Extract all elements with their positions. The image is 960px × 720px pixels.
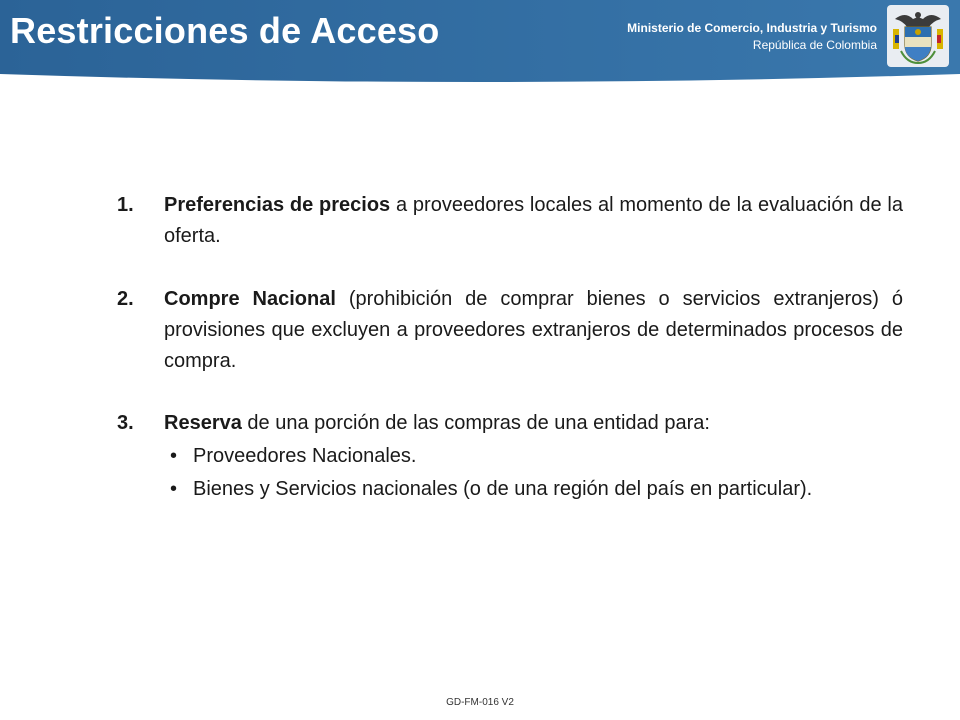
item-text: de una porción de las compras de una entidad para: [241,412,710,434]
content-list [117,190,903,505]
item-number: 2. [117,288,134,310]
ministry-block [627,20,877,54]
item-number: 1. [117,194,134,216]
bullet-item [117,474,903,505]
item-text: (prohibición de comprar bienes o servicios extranjeros) ó provisiones que excluyen a proveedores extranjeros de determinados procesos de compra. [164,288,903,372]
list-item [117,408,903,439]
page-title: Restricciones de Acceso [10,10,440,51]
item-text: a proveedores locales al momento de la evaluación de la oferta. [164,194,903,247]
footer-code: GD-FM-016 V2 [446,697,514,708]
bullet-icon: • [170,478,178,500]
item-number: 3. [117,412,134,434]
colombia-coat-of-arms-icon [887,5,949,67]
country-name: República de Colombia [752,38,877,52]
item-bold-text: Compre Nacional [164,288,336,310]
bullet-icon: • [170,445,178,467]
ministry-name: Ministerio de Comercio, Industria y Turismo [627,21,877,35]
item-bold-text: Preferencias de precios [164,194,391,216]
bullet-text: Bienes y Servicios nacionales (o de una región del país en particular). [193,478,813,500]
item-bold-text: Reserva [164,412,242,434]
bullet-item [117,441,903,472]
list-item [117,190,903,252]
header-band [0,0,960,82]
bullet-text: Proveedores Nacionales. [193,445,417,467]
list-item [117,284,903,377]
